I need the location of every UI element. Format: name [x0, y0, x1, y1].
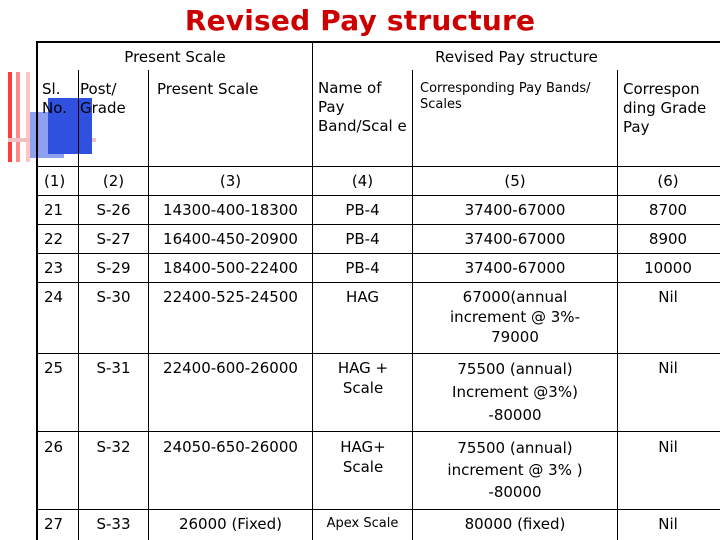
col-header-pay-band: Name of Pay Band/Scal e [318, 79, 407, 135]
table-cell-sl: 23 [44, 259, 64, 277]
table-cell-sl: 27 [44, 515, 64, 533]
table-cell-post: S-27 [96, 230, 131, 248]
table-cell-scale: 22400-525-24500 [163, 288, 298, 306]
table-cell-grade-pay: 10000 [644, 259, 692, 277]
table-cell-grade-pay: Nil [658, 359, 678, 377]
col-number: (3) [219, 172, 242, 190]
table-cell-grade-pay: Nil [658, 515, 678, 533]
table-cell-grade-pay: Nil [658, 288, 678, 306]
table-cell-band: HAG + Scale [337, 359, 389, 397]
table-cell-scale: 22400-600-26000 [163, 359, 298, 377]
col-number: (2) [102, 172, 125, 190]
col-number: (5) [504, 172, 526, 190]
table-cell-grade-pay: 8700 [648, 201, 688, 219]
table-cell-scale: 26000 (Fixed) [178, 515, 283, 533]
table-cell-band-scale: 75500 (annual) Increment @3%) -80000 [452, 360, 578, 424]
table-cell-band: HAG [346, 288, 379, 306]
table-cell-band-scale: 75500 (annual) increment @ 3% ) -80000 [447, 439, 583, 501]
table-cell-post: S-32 [96, 438, 131, 456]
table-cell-sl: 26 [44, 438, 64, 456]
table-cell-band: HAG+ Scale [340, 438, 386, 476]
col-header-post: Post/ Grade [80, 80, 126, 117]
col-header-sl: Sl. No. [42, 80, 67, 117]
table-cell-sl: 24 [44, 288, 64, 306]
table-cell-band-scale: 67000(annual increment @ 3%- 79000 [450, 288, 580, 346]
table-cell-band-scale: 37400-67000 [464, 201, 566, 219]
table-cell-sl: 25 [44, 359, 64, 377]
table-cell-band: Apex Scale [326, 516, 399, 531]
col-header-pay-bands-scales: Corresponding Pay Bands/ Scales [420, 81, 591, 112]
table-cell-band: PB-4 [345, 201, 380, 219]
col-header-grade-pay: Correspon ding Grade Pay [623, 80, 707, 136]
col-header-present-scale: Present Scale [157, 80, 259, 98]
col-number: (1) [44, 172, 66, 190]
table-cell-post: S-30 [96, 288, 131, 306]
group-header-present: Present Scale [124, 48, 226, 66]
page-title: Revised Pay structure [184, 4, 536, 37]
table-cell-grade-pay: 8900 [648, 230, 688, 248]
table-cell-band: PB-4 [345, 230, 380, 248]
table-cell-band-scale: 80000 (fixed) [464, 515, 566, 533]
table-cell-post: S-26 [96, 201, 131, 219]
col-number: (6) [657, 172, 679, 190]
col-divider [412, 70, 413, 540]
table-cell-band-scale: 37400-67000 [464, 230, 566, 248]
table-cell-post: S-29 [96, 259, 131, 277]
table-cell-scale: 24050-650-26000 [163, 438, 298, 456]
table-cell-scale: 14300-400-18300 [163, 201, 298, 219]
table-cell-scale: 18400-500-22400 [163, 259, 298, 277]
table-cell-post: S-33 [96, 515, 131, 533]
table-cell-sl: 21 [44, 201, 64, 219]
table-cell-post: S-31 [96, 359, 131, 377]
table-cell-grade-pay: Nil [658, 438, 678, 456]
table-cell-band: PB-4 [345, 259, 380, 277]
table-border-top [36, 41, 720, 43]
table-cell-sl: 22 [44, 230, 64, 248]
col-number: (4) [351, 172, 374, 190]
table-cell-scale: 16400-450-20900 [163, 230, 298, 248]
group-header-revised: Revised Pay structure [435, 48, 598, 66]
table-cell-band-scale: 37400-67000 [464, 259, 566, 277]
table-border-left [36, 41, 38, 540]
